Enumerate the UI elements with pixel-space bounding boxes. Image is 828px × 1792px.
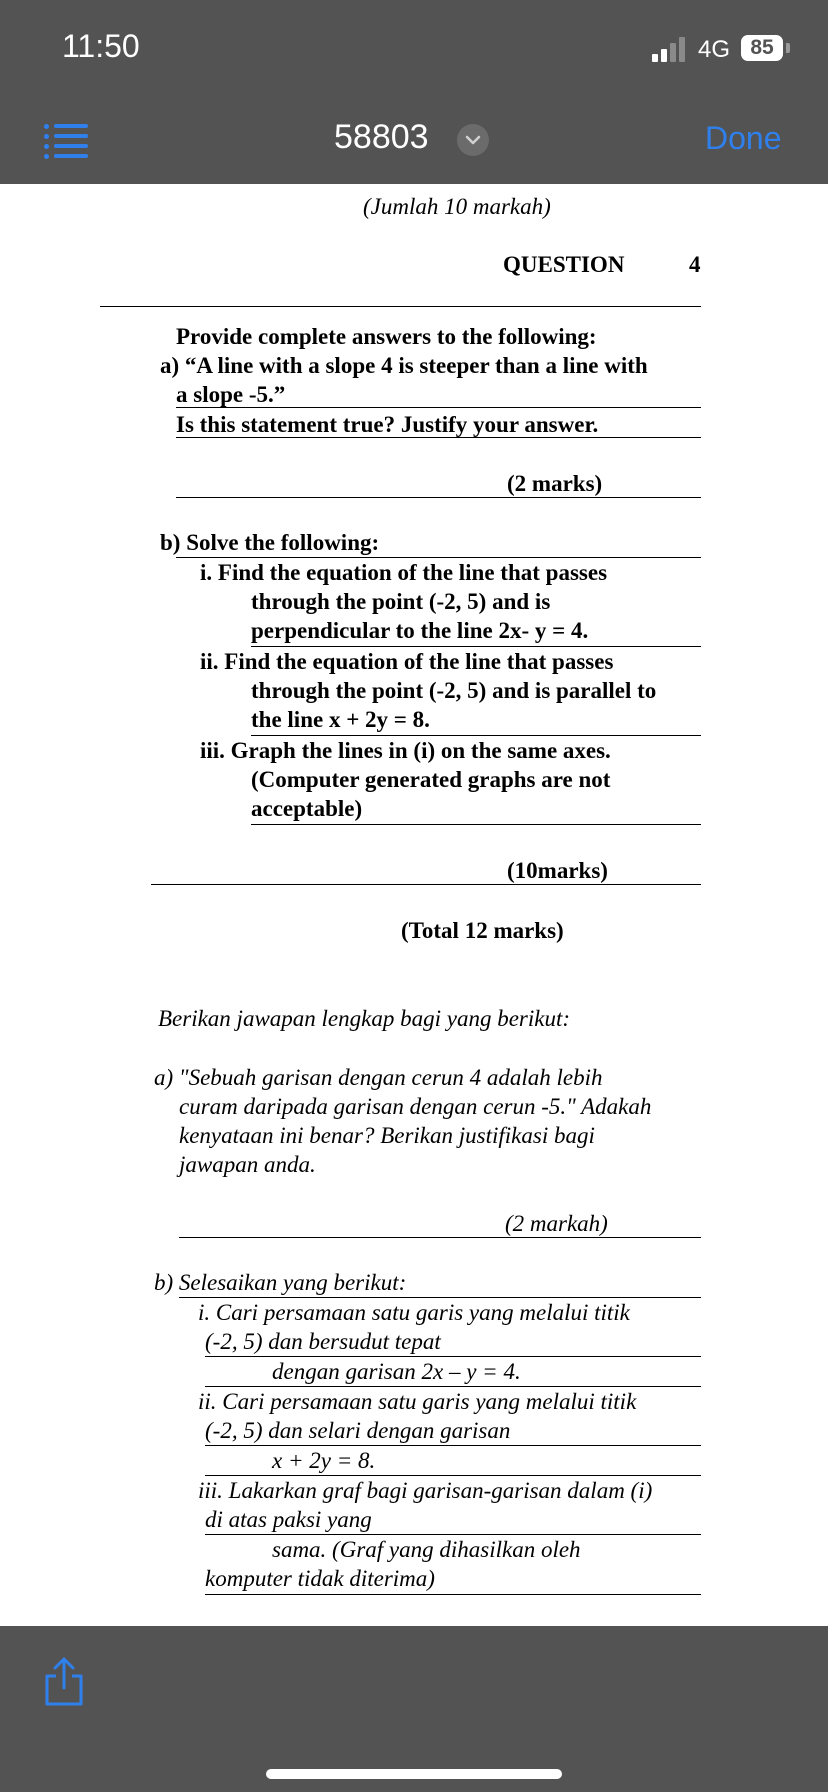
en-b-heading: b) Solve the following: xyxy=(160,530,380,555)
answer-line xyxy=(205,1594,701,1595)
en-a-line3: Is this statement true? Justify your answer. xyxy=(176,412,599,437)
en-b-ii-line3: the line x + 2y = 8. xyxy=(251,707,430,732)
en-total: (Total 12 marks) xyxy=(401,918,564,943)
ms-a-marks: (2 markah) xyxy=(505,1211,608,1236)
ms-b-heading: b) Selesaikan yang berikut: xyxy=(154,1270,407,1295)
en-b-i-line1: i. Find the equation of the line that passes xyxy=(200,560,608,585)
jumlah-markah: (Jumlah 10 markah) xyxy=(363,194,551,219)
divider xyxy=(100,306,701,307)
ms-b-i-line1: i. Cari persamaan satu garis yang melalui titik xyxy=(198,1300,630,1325)
ms-b-ii-line2: (-2, 5) dan selari dengan garisan xyxy=(205,1418,511,1443)
signal-icon xyxy=(652,36,688,62)
en-b-i-line3: perpendicular to the line 2x- y = 4. xyxy=(251,618,589,643)
en-b-iii-line3: acceptable) xyxy=(251,796,363,821)
en-b-i-line2: through the point (-2, 5) and is xyxy=(251,589,551,614)
document-title[interactable]: 58803 xyxy=(334,118,429,156)
ms-b-i-line3: dengan garisan 2x – y = 4. xyxy=(272,1359,521,1384)
battery-tip xyxy=(786,43,790,53)
list-icon[interactable] xyxy=(44,124,88,158)
ms-a-line4: jawapan anda. xyxy=(179,1152,316,1177)
answer-line xyxy=(179,1237,701,1238)
ms-b-i-line2: (-2, 5) dan bersudut tepat xyxy=(205,1329,441,1354)
battery-icon: 85 xyxy=(741,35,783,61)
answer-line xyxy=(176,497,701,498)
chevron-down-icon[interactable] xyxy=(457,124,489,156)
ms-b-iii-line3: sama. (Graf yang dihasilkan oleh xyxy=(272,1537,581,1562)
en-a-marks: (2 marks) xyxy=(507,471,603,496)
en-b-marks: (10marks) xyxy=(507,858,608,883)
status-time: 11:50 xyxy=(62,28,140,64)
ms-b-iii-line2: di atas paksi yang xyxy=(205,1507,372,1532)
question-label: QUESTION xyxy=(503,252,625,277)
ms-b-iii-line4: komputer tidak diterima) xyxy=(205,1566,435,1591)
answer-line xyxy=(176,407,701,408)
document-page xyxy=(0,184,828,1626)
share-icon[interactable] xyxy=(42,1656,86,1708)
ms-b-ii-line1: ii. Cari persamaan satu garis yang melalui titik xyxy=(198,1389,637,1414)
en-b-iii-line2: (Computer generated graphs are not xyxy=(251,767,611,792)
toolbar xyxy=(0,96,828,184)
ms-a-line1: a) "Sebuah garisan dengan cerun 4 adalah lebih xyxy=(154,1065,603,1090)
ms-intro: Berikan jawapan lengkap bagi yang berikut: xyxy=(158,1006,571,1031)
answer-line xyxy=(151,884,701,885)
en-a-line1: a) “A line with a slope 4 is steeper than a line with xyxy=(160,353,648,378)
done-button[interactable]: Done xyxy=(705,120,782,156)
status-bar xyxy=(0,0,828,96)
answer-line xyxy=(176,437,701,438)
en-b-iii-line1: iii. Graph the lines in (i) on the same axes. xyxy=(200,738,611,763)
en-intro: Provide complete answers to the following: xyxy=(176,324,597,349)
bottom-toolbar xyxy=(0,1626,828,1792)
ms-b-iii-line1: iii. Lakarkan graf bagi garisan-garisan dalam (i) xyxy=(198,1478,653,1503)
ms-b-ii-line3: x + 2y = 8. xyxy=(272,1448,376,1473)
network-label: 4G xyxy=(698,36,731,63)
question-number: 4 xyxy=(689,252,701,277)
answer-line xyxy=(251,824,701,825)
en-a-line2: a slope -5.” xyxy=(176,382,286,407)
home-indicator[interactable] xyxy=(266,1769,562,1779)
ms-a-line2: curam daripada garisan dengan cerun -5." Adakah xyxy=(179,1094,652,1119)
en-b-ii-line1: ii. Find the equation of the line that passes xyxy=(200,649,614,674)
ms-a-line3: kenyataan ini benar? Berikan justifikasi bagi xyxy=(179,1123,595,1148)
en-b-ii-line2: through the point (-2, 5) and is parallel to xyxy=(251,678,657,703)
